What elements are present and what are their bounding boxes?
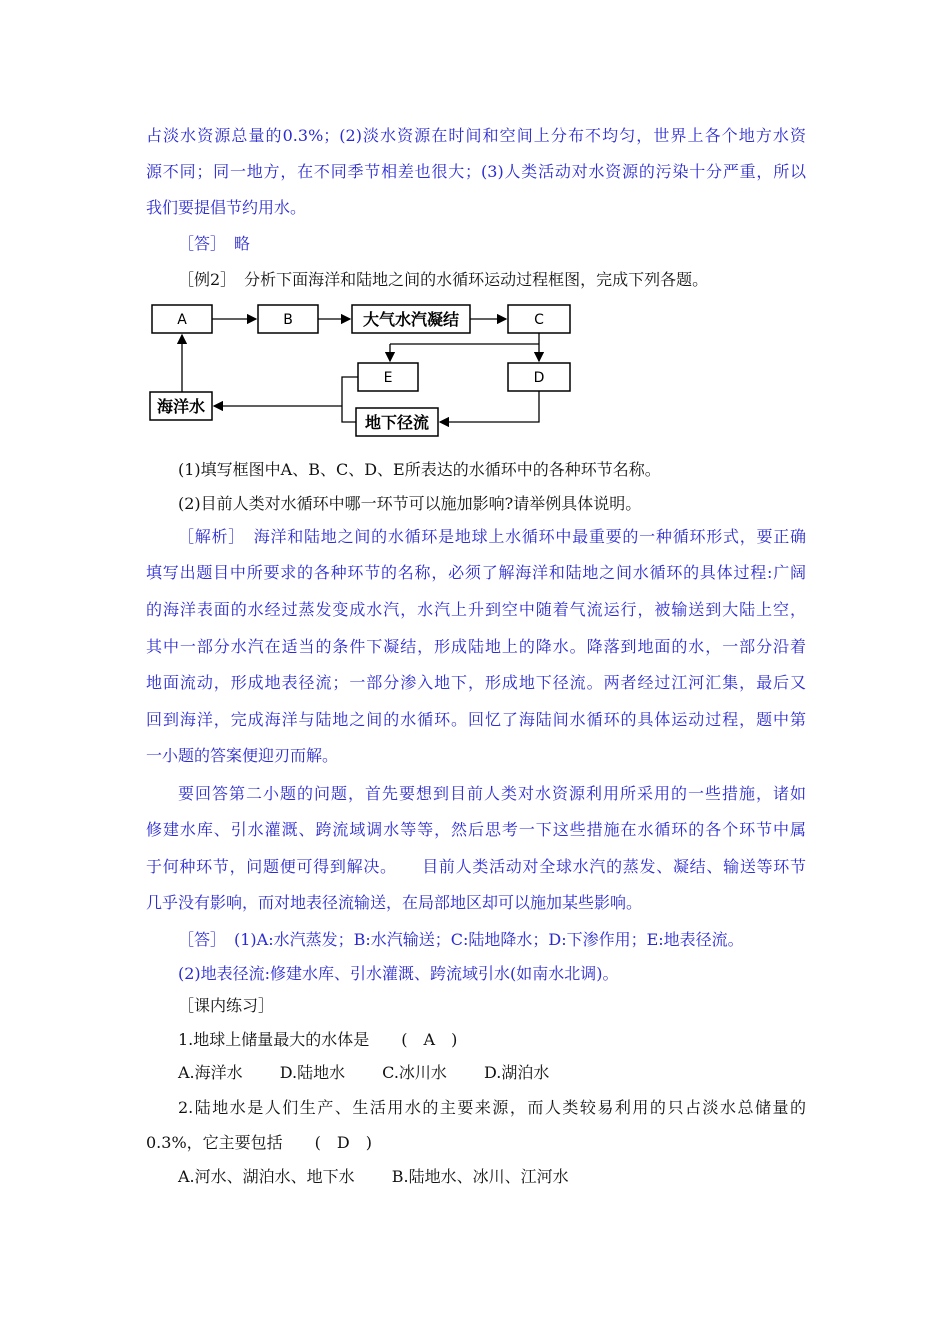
paragraph-line: 我们要提倡节约用水。	[146, 198, 307, 217]
analysis-line: 填写出题目中所要求的各种环节的名称，必须了解海洋和陆地之间水循环的具体过程:广阔	[146, 563, 806, 582]
paragraph-line: 占淡水资源总量的0.3%；(2)淡水资源在时间和空间上分布不均匀，世界上各个地方水资	[146, 126, 806, 145]
analysis-line: 地面流动，形成地表径流；一部分渗入地下，形成地下径流。两者经过江河汇集，最后又	[146, 673, 806, 692]
water-cycle-diagram	[140, 300, 590, 440]
exercise-question: 0.3%，它主要包括 ( D )	[146, 1133, 372, 1152]
box-ocean-label: 海洋水	[156, 397, 206, 416]
exercise-question: 1.地球上储量最大的水体是 ( A )	[178, 1030, 458, 1049]
analysis-line: 修建水库、引水灌溉、跨流域调水等等，然后思考一下这些措施在水循环的各个环节中属	[146, 820, 806, 839]
example-heading: ［例2］ 分析下面海洋和陆地之间的水循环运动过程框图，完成下列各题。	[178, 270, 709, 289]
analysis-line: 于何种环节，问题便可得到解决。 目前人类活动对全球水汽的蒸发、凝结、输送等环节	[146, 857, 806, 876]
answer-line: (2)地表径流:修建水库、引水灌溉、跨流域引水(如南水北调)。	[178, 964, 619, 983]
analysis-line: 要回答第二小题的问题，首先要想到目前人类对水资源利用所采用的一些措施，诸如	[178, 784, 806, 803]
analysis-line: 其中一部分水汽在适当的条件下凝结，形成陆地上的降水。降落到地面的水，一部分沿着	[146, 637, 806, 656]
analysis-line: 几乎没有影响，而对地表径流输送，在局部地区却可以施加某些影响。	[146, 893, 643, 912]
box-d-label: D	[533, 370, 545, 386]
exercise-heading: ［课内练习］	[178, 996, 275, 1015]
box-e-label: E	[383, 370, 393, 386]
exercise-options: A.海洋水 D.陆地水 C.冰川水 D.湖泊水	[178, 1063, 550, 1082]
box-underground-label: 地下径流	[364, 413, 430, 432]
question-line: (2)目前人类对水循环中哪一环节可以施加影响?请举例具体说明。	[178, 494, 642, 513]
answer-line: ［答］ (1)A:水汽蒸发；B:水汽输送；C:陆地降水；D:下渗作用；E:地表径流。	[178, 930, 744, 949]
exercise-options: A.河水、湖泊水、地下水 B.陆地水、冰川、江河水	[178, 1167, 569, 1186]
paragraph-line: 源不同；同一地方，在不同季节相差也很大；(3)人类活动对水资源的污染十分严重，所以	[146, 162, 806, 181]
analysis-line: 一小题的答案便迎刃而解。	[146, 746, 339, 765]
box-condense-label: 大气水汽凝结	[362, 310, 460, 329]
analysis-line: 的海洋表面的水经过蒸发变成水汽，水汽上升到空中随着气流运行，被输送到大陆上空，	[146, 600, 806, 619]
arrow-d-underground	[440, 391, 539, 422]
box-c-label: C	[534, 312, 544, 328]
box-b-label: B	[283, 312, 293, 328]
exercise-question: 2.陆地水是人们生产、生活用水的主要来源，而人类较易利用的只占淡水总储量的	[178, 1098, 806, 1117]
answer-line: ［答］ 略	[178, 234, 251, 253]
analysis-line: ［解析］ 海洋和陆地之间的水循环是地球上水循环中最重要的一种循环形式，要正确	[178, 527, 806, 546]
question-line: (1)填写框图中A、B、C、D、E所表达的水循环中的各种环节名称。	[178, 460, 661, 479]
analysis-line: 回到海洋，完成海洋与陆地之间的水循环。回忆了海陆间水循环的具体运动过程，题中第	[146, 710, 806, 729]
box-a-label: A	[177, 312, 187, 328]
